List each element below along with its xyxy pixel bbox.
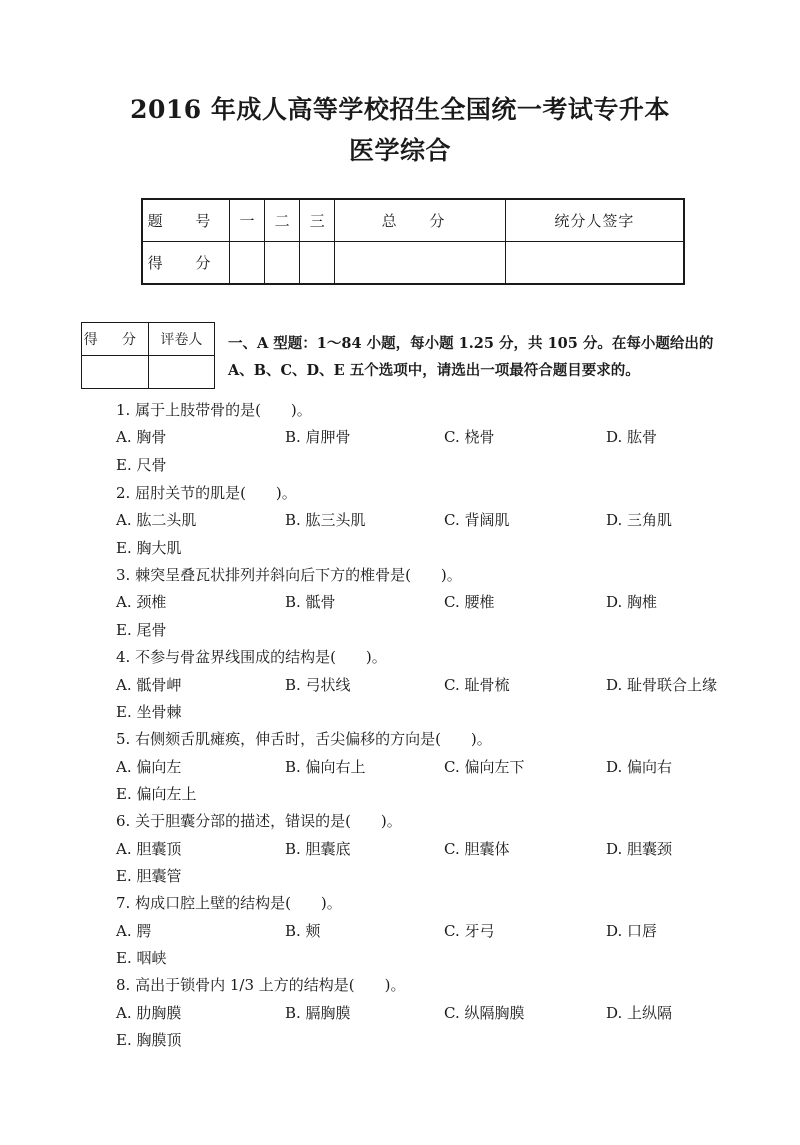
- option-d: D. 上纵隔: [606, 1004, 673, 1022]
- option-d: D. 口唇: [606, 922, 658, 940]
- option-a: A. 肱二头肌: [116, 511, 197, 529]
- question-stem: 3. 棘突呈叠瓦状排列并斜向后下方的椎骨是( )。: [116, 566, 462, 584]
- score-table-header-cell: 题 号: [142, 199, 230, 242]
- score-table-header-cell: 二: [265, 199, 300, 242]
- option-c: C. 腰椎: [444, 593, 495, 611]
- question-stem: 1. 属于上肢带骨的是( )。: [116, 401, 312, 419]
- option-a: A. 偏向左: [116, 758, 182, 776]
- option-e: E. 咽峡: [116, 949, 167, 967]
- exam-subtitle: 医学综合: [348, 136, 451, 165]
- option-e: E. 尺骨: [116, 456, 167, 474]
- option-b: B. 肱三头肌: [285, 511, 366, 529]
- option-c: C. 偏向左下: [444, 758, 525, 776]
- instruction-line: A、B、C、D、E 五个选项中，请选出一项最符合题目要求的。: [228, 362, 640, 379]
- option-d: D. 三角肌: [606, 511, 673, 529]
- question-stem: 4. 不参与骨盆界线围成的结构是( )。: [116, 648, 387, 666]
- grader-name-cell: [148, 356, 214, 389]
- score-cell: [300, 242, 335, 285]
- exam-title: 2016 年成人高等学校招生全国统一考试专升本: [130, 95, 670, 124]
- option-c: C. 耻骨梳: [444, 676, 510, 694]
- option-c: C. 纵隔胸膜: [444, 1004, 525, 1022]
- option-a: A. 腭: [116, 922, 152, 940]
- option-e: E. 胸大肌: [116, 539, 182, 557]
- score-table-header-cell: 三: [300, 199, 335, 242]
- option-b: B. 颊: [285, 922, 321, 940]
- score-cell: [230, 242, 265, 285]
- option-d: D. 耻骨联合上缘: [606, 676, 718, 694]
- option-a: A. 肋胸膜: [116, 1004, 182, 1022]
- score-cell: [265, 242, 300, 285]
- option-b: B. 肩胛骨: [285, 428, 351, 446]
- option-e: E. 胆囊管: [116, 867, 182, 885]
- option-d: D. 偏向右: [606, 758, 673, 776]
- score-cell: [335, 242, 505, 285]
- option-a: A. 胸骨: [116, 428, 167, 446]
- score-table-header-row: [142, 199, 684, 242]
- option-e: E. 坐骨棘: [116, 703, 182, 721]
- score-table-header-cell: 总 分: [335, 199, 505, 242]
- option-c: C. 桡骨: [444, 428, 495, 446]
- option-e: E. 尾骨: [116, 621, 167, 639]
- option-d: D. 胸椎: [606, 593, 658, 611]
- instruction-line: 一、A 型题：1～84 小题，每小题 1.25 分，共 105 分。在每小题给出的: [228, 335, 714, 352]
- option-d: D. 肱骨: [606, 428, 658, 446]
- option-e: E. 偏向左上: [116, 785, 197, 803]
- score-table-header-cell: 一: [230, 199, 265, 242]
- question-stem: 8. 高出于锁骨内 1/3 上方的结构是( )。: [116, 976, 406, 994]
- option-a: A. 胆囊顶: [116, 840, 182, 858]
- grader-score-cell: [82, 356, 149, 389]
- grader-box-blank-row: [82, 356, 215, 389]
- grader-box-header-row: [82, 323, 215, 356]
- score-table-score-row: [142, 242, 684, 285]
- question-stem: 2. 屈肘关节的肌是( )。: [116, 484, 297, 502]
- question-stem: 7. 构成口腔上壁的结构是( )。: [116, 894, 342, 912]
- option-a: A. 颈椎: [116, 593, 167, 611]
- option-c: C. 背阔肌: [444, 511, 510, 529]
- section-instruction: [228, 330, 748, 384]
- option-b: B. 膈胸膜: [285, 1004, 351, 1022]
- option-b: B. 胆囊底: [285, 840, 351, 858]
- option-d: D. 胆囊颈: [606, 840, 673, 858]
- score-table-row-label: 得 分: [142, 242, 230, 285]
- option-b: B. 偏向右上: [285, 758, 366, 776]
- option-e: E. 胸膜顶: [116, 1031, 182, 1049]
- grader-box: [81, 322, 215, 389]
- option-c: C. 牙弓: [444, 922, 495, 940]
- option-b: B. 弓状线: [285, 676, 351, 694]
- option-b: B. 骶骨: [285, 593, 336, 611]
- question-stem: 5. 右侧颏舌肌瘫痪，伸舌时，舌尖偏移的方向是( )。: [116, 730, 492, 748]
- question-stem: 6. 关于胆囊分部的描述，错误的是( )。: [116, 812, 402, 830]
- grader-name-label: 评卷人: [148, 323, 214, 356]
- option-c: C. 胆囊体: [444, 840, 510, 858]
- score-cell: [505, 242, 684, 285]
- option-a: A. 骶骨岬: [116, 676, 182, 694]
- grader-score-label: 得 分: [82, 323, 149, 356]
- score-table: [141, 198, 685, 285]
- score-table-header-cell: 统分人签字: [505, 199, 684, 242]
